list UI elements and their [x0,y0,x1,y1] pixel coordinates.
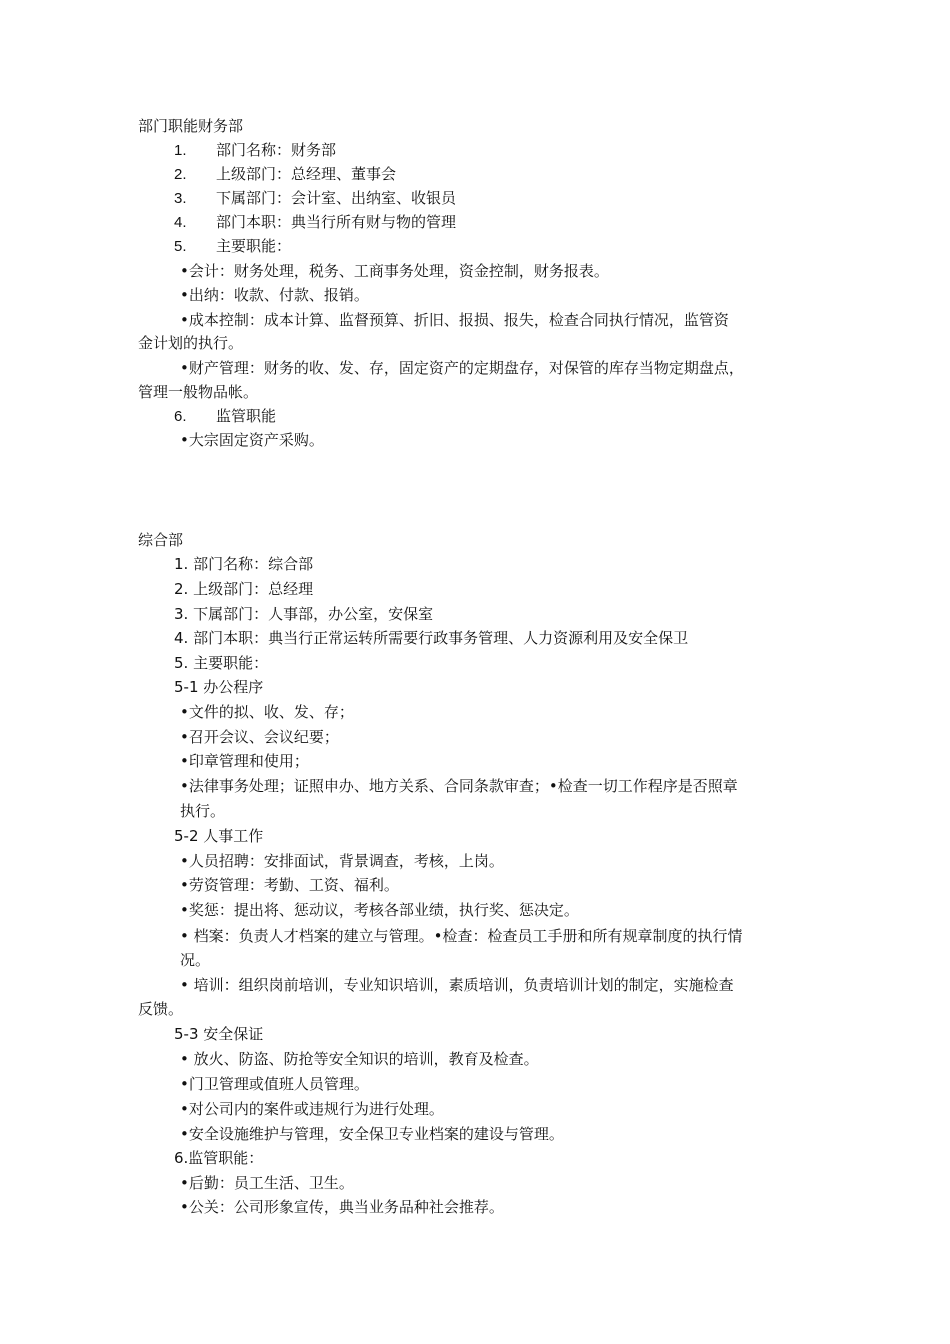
item-number: 6. [174,408,187,425]
finance-duty-cost-control-cont: 金计划的执行。 [138,334,244,352]
office-line: 执行。 [180,802,226,820]
item-text: 监管职能 [216,407,277,425]
finance-duty-accounting: •会计：财务处理，税务、工商事务处理，资金控制，财务报表。 [180,262,609,280]
office-heading: 5-1 办公程序 [174,678,264,696]
general-item-1: 1. 部门名称：综合部 [174,555,314,573]
general-title: 综合部 [138,531,184,549]
security-line: •门卫管理或值班人员管理。 [180,1075,369,1093]
item-text: 部门本职：典当行所有财与物的管理 [216,213,457,231]
office-line: •印章管理和使用； [180,752,309,770]
security-line: • 放火、防盗、防抢等安全知识的培训，教育及检查。 [180,1050,539,1068]
office-line: •召开会议、会议纪要； [180,728,339,746]
office-line: •法律事务处理；证照申办、地方关系、合同条款审查；•检查一切工作程序是否照章 [180,777,738,795]
item-text: 主要职能： [216,237,292,255]
finance-item-2 [174,162,396,186]
finance-title: 部门职能财务部 [138,117,244,135]
item-text: 上级部门：总经理、董事会 [216,165,397,183]
item-text: 部门名称：财务部 [216,141,337,159]
item-number: 1. [174,142,187,159]
finance-duty-property-cont: 管理一般物品帐。 [138,383,259,401]
supervision-heading: 6.监管职能： [174,1149,264,1167]
finance-duty-property: •财产管理：财务的收、发、存，固定资产的定期盘存，对保管的库存当物定期盘点， [180,359,744,377]
supervision-line: •后勤：员工生活、卫生。 [180,1174,354,1192]
security-line: •安全设施维护与管理，安全保卫专业档案的建设与管理。 [180,1125,564,1143]
hr-line: •劳资管理：考勤、工资、福利。 [180,876,399,894]
finance-supervision-item: •大宗固定资产采购。 [180,431,324,449]
item-number: 3. [174,190,187,207]
finance-item-6 [174,404,276,428]
finance-item-4 [174,210,456,234]
general-item-3: 3. 下属部门：人事部，办公室，安保室 [174,605,434,623]
finance-item-5 [174,234,291,258]
hr-line: • 档案：负责人才档案的建立与管理。•检查：检查员工手册和所有规章制度的执行情 [180,927,743,945]
hr-line: •奖惩：提出将、惩动议，考核各部业绩，执行奖、惩决定。 [180,901,579,919]
finance-item-1 [174,138,336,162]
general-item-5: 5. 主要职能： [174,654,269,672]
finance-item-3 [174,186,456,210]
item-number: 4. [174,214,187,231]
finance-duty-cashier: •出纳：收款、付款、报销。 [180,286,369,304]
office-line: •文件的拟、收、发、存； [180,703,354,721]
hr-line: • 培训：组织岗前培训，专业知识培训，素质培训，负责培训计划的制定，实施检查 [180,976,734,994]
supervision-line: •公关：公司形象宣传，典当业务品种社会推荐。 [180,1198,504,1216]
general-item-4: 4. 部门本职：典当行正常运转所需要行政事务管理、人力资源利用及安全保卫 [174,629,689,647]
item-text: 下属部门：会计室、出纳室、收银员 [216,189,457,207]
finance-duty-cost-control: •成本控制：成本计算、监督预算、折旧、报损、报失，检查合同执行情况，监管资 [180,311,729,329]
item-number: 2. [174,166,187,183]
security-line: •对公司内的案件或违规行为进行处理。 [180,1100,444,1118]
hr-heading: 5-2 人事工作 [174,827,264,845]
hr-line: •人员招聘：安排面试，背景调查，考核，上岗。 [180,852,504,870]
item-number: 5. [174,238,187,255]
hr-line: 反馈。 [138,1000,184,1018]
security-heading: 5-3 安全保证 [174,1025,264,1043]
hr-line: 况。 [180,951,211,969]
general-item-2: 2. 上级部门：总经理 [174,580,314,598]
